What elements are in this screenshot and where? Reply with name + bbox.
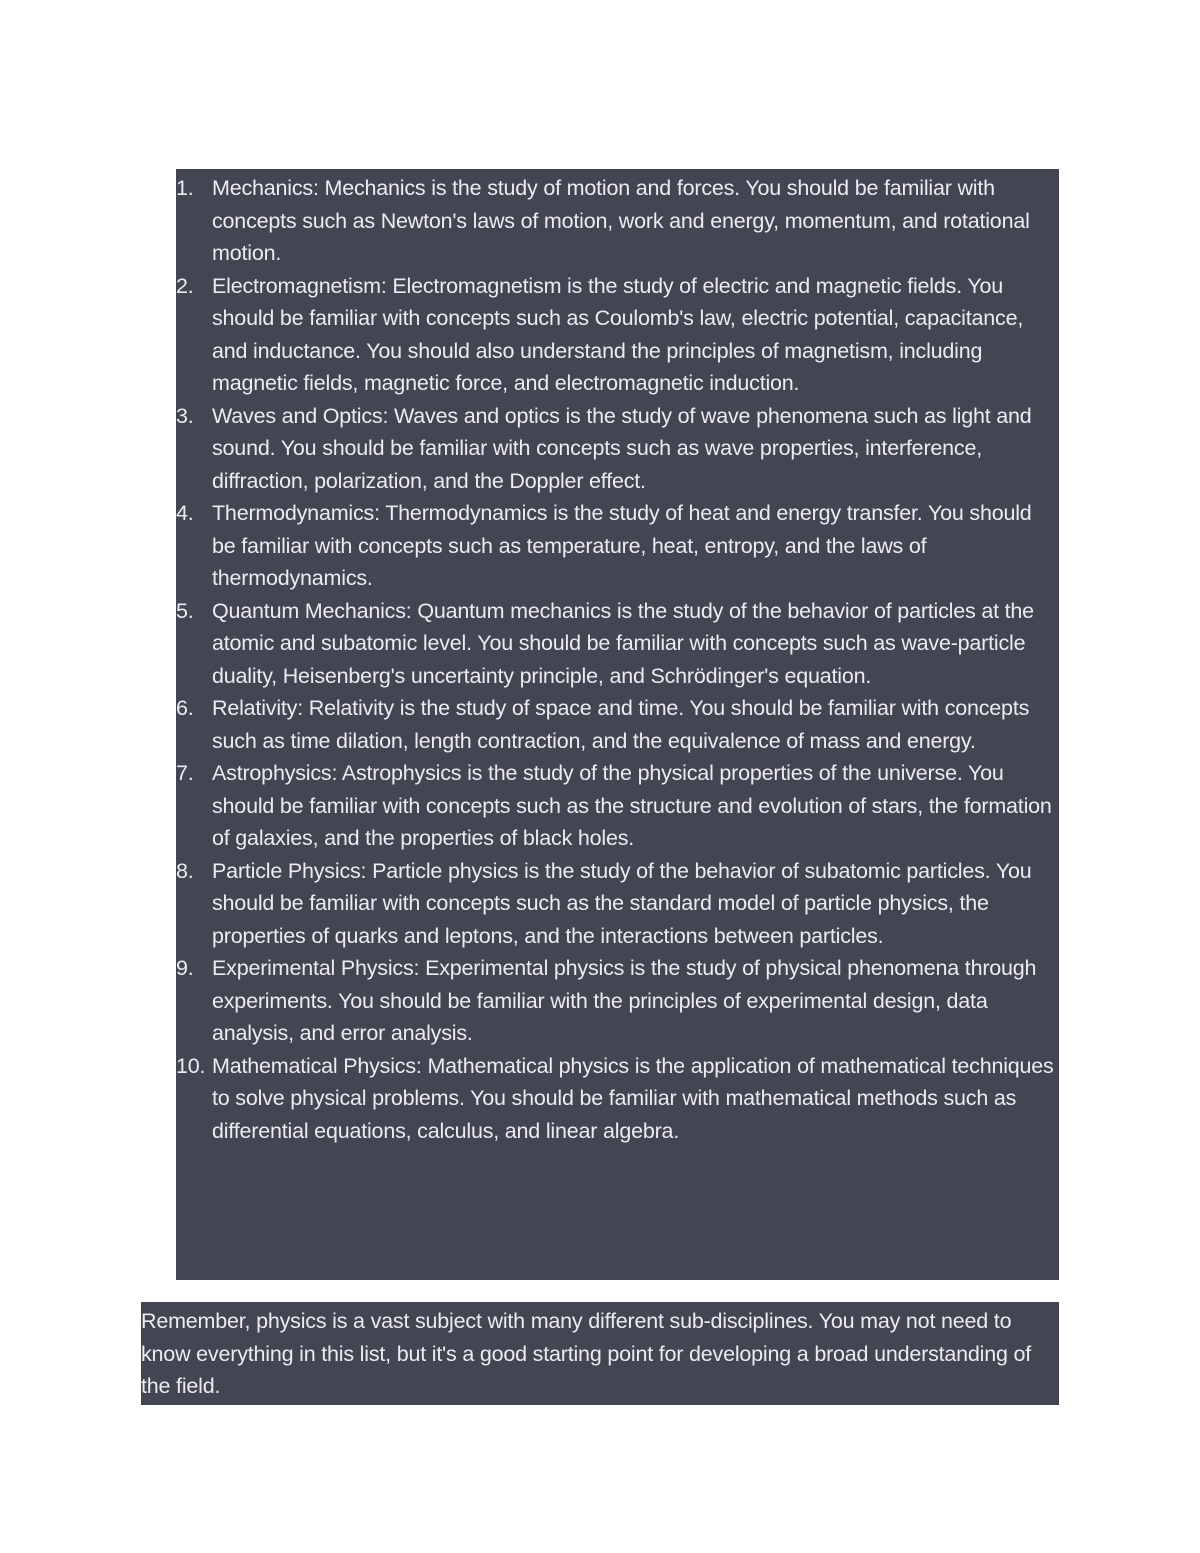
list-item-text: Mechanics: Mechanics is the study of motion and forces. You should be familiar with concepts such as Newton's laws of motion, work and energy, momentum, and rotational motion. <box>212 176 1030 265</box>
list-item-text: Astrophysics: Astrophysics is the study of the physical properties of the universe. You should be familiar with concepts such as the structure and evolution of stars, the formation of galaxies, and the properties of black holes. <box>212 761 1052 850</box>
list-item-text: Waves and Optics: Waves and optics is the study of wave phenomena such as light and sound. You should be familiar with concepts such as wave properties, interference, diffraction, polarization, and the Doppler effect. <box>212 403 1032 493</box>
list-item-text: Experimental Physics: Experimental physics is the study of physical phenomena through experiments. You should be familiar with the principles of experimental design, data analysis, and error analysis. <box>212 956 1037 1045</box>
list-item <box>176 855 1059 953</box>
list-item <box>176 172 1059 270</box>
list-item <box>176 400 1059 498</box>
list-item-text: Relativity: Relativity is the study of space and time. You should be familiar with concepts such as time dilation, length contraction, and the equivalence of mass and energy. <box>212 696 1030 753</box>
list-item-text: Electromagnetism: Electromagnetism is the study of electric and magnetic fields. You should be familiar with concepts such as Coulomb's law, electric potential, capacitance, and inductance. You should also understand the principles of magnetism, including magnetic fields, magnetic force, and electromagnetic induction. <box>212 273 1024 395</box>
list-item-number: 9. <box>176 956 194 980</box>
list-item-text: Particle Physics: Particle physics is the study of the behavior of subatomic particles. You should be familiar with concepts such as the standard model of particle physics, the properties of quarks and leptons, and the interactions between particles. <box>212 858 1032 948</box>
list-item <box>176 497 1059 595</box>
list-item-text: Quantum Mechanics: Quantum mechanics is the study of the behavior of particles at the atomic and subatomic level. You should be familiar with concepts such as wave-particle duality, Heisenberg's uncertainty principle, and Schrödinger's equation. <box>212 598 1034 688</box>
list-item <box>176 692 1059 757</box>
list-item <box>176 952 1059 1050</box>
list-item <box>176 595 1059 693</box>
list-item-text: Mathematical Physics: Mathematical physics is the application of mathematical techniques to solve physical problems. You should be familiar with mathematical methods such as differential equations, calculus, and linear algebra. <box>212 1053 1054 1143</box>
topic-list <box>176 172 1059 1147</box>
list-item-number: 7. <box>176 761 194 785</box>
closing-paragraph: Remember, physics is a vast subject with many different sub-disciplines. You may not need to know everything in this list, but it's a good starting point for developing a broad understanding of the field. <box>141 1309 1032 1398</box>
list-item-number: 5. <box>176 598 194 623</box>
list-item-number: 6. <box>176 696 194 720</box>
topic-list-block <box>176 169 1059 1280</box>
list-item-number: 10. <box>176 1053 206 1078</box>
closing-paragraph-block <box>141 1302 1059 1405</box>
list-item-number: 2. <box>176 273 194 298</box>
list-item <box>176 270 1059 400</box>
list-item-text: Thermodynamics: Thermodynamics is the study of heat and energy transfer. You should be familiar with concepts such as temperature, heat, entropy, and the laws of thermodynamics. <box>212 501 1032 590</box>
list-item-number: 1. <box>176 176 194 200</box>
list-item <box>176 757 1059 855</box>
list-item-number: 4. <box>176 501 194 525</box>
list-item-number: 3. <box>176 403 194 428</box>
list-item <box>176 1050 1059 1148</box>
list-item-number: 8. <box>176 858 194 883</box>
